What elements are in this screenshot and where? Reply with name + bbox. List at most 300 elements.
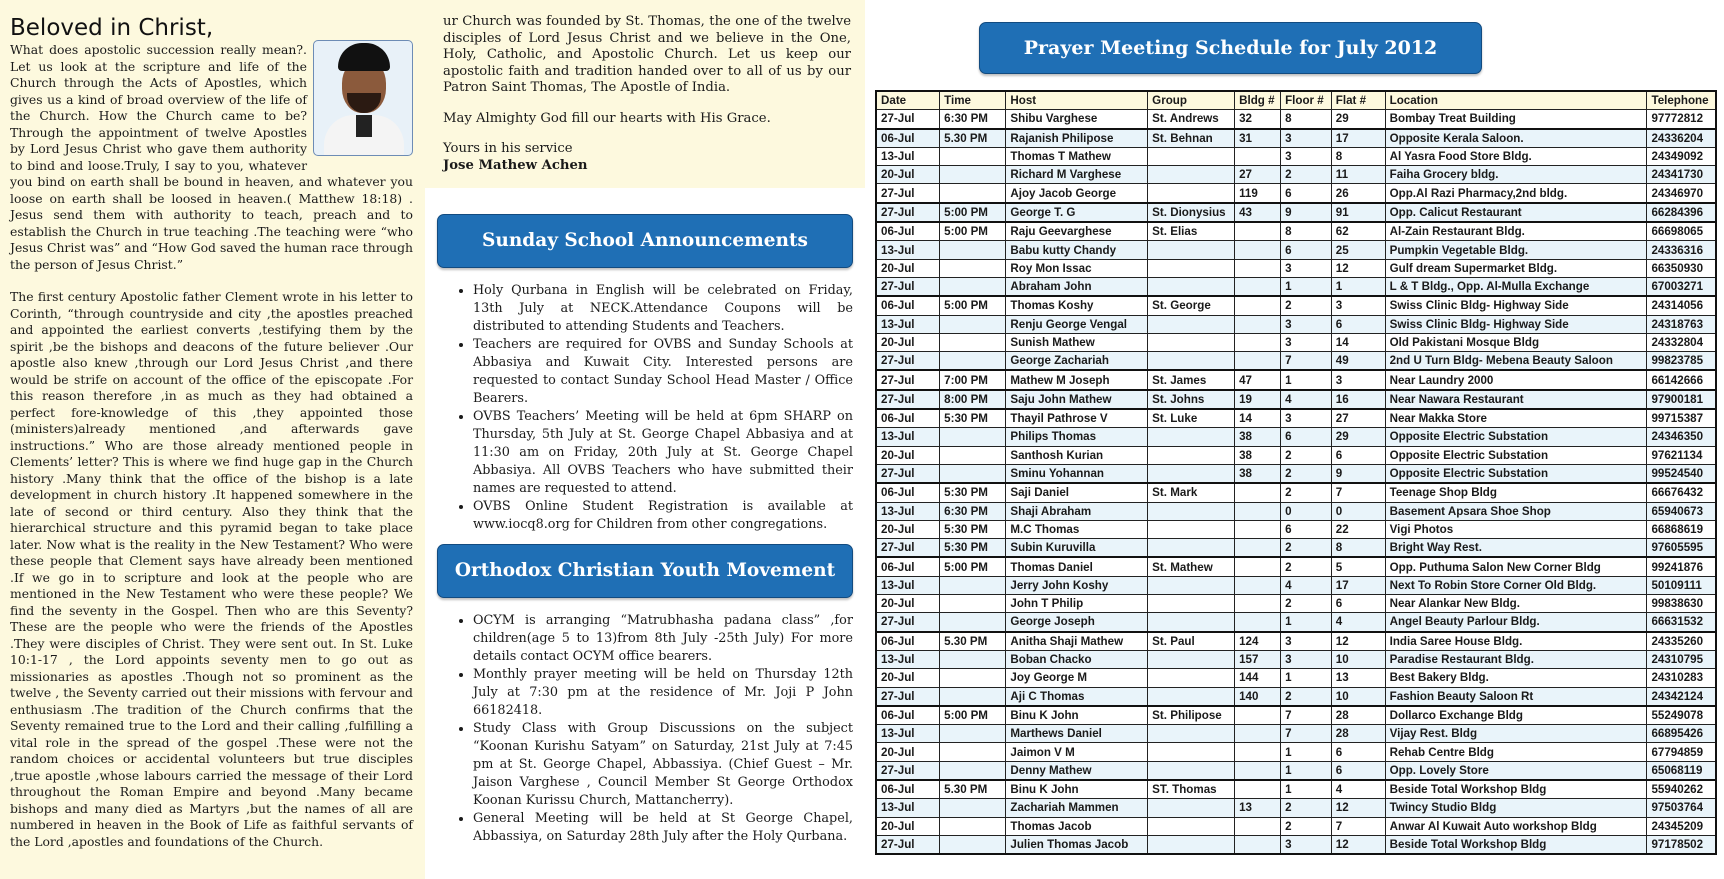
cell-date: 20-Jul [876,333,940,351]
cell-host: Boban Chacko [1006,650,1148,668]
cell-flat: 4 [1331,780,1385,799]
cell-location: Paradise Restaurant Bldg. [1385,650,1647,668]
cell-bldg [1235,520,1281,538]
schedule-row [876,259,1716,277]
cell-telephone: 24342124 [1647,687,1716,706]
cell-host: Ajoy Jacob George [1006,184,1148,203]
cell-telephone: 99524540 [1647,464,1716,483]
cell-time: 5:30 PM [940,520,1006,538]
cell-group [1148,184,1235,203]
cell-time [940,743,1006,761]
cell-telephone: 55940262 [1647,780,1716,799]
cell-telephone: 50109111 [1647,576,1716,594]
cell-telephone: 99241876 [1647,557,1716,576]
cell-time: 5.30 PM [940,780,1006,799]
cell-flat: 10 [1331,687,1385,706]
cell-date: 27-Jul [876,277,940,296]
cell-bldg: 140 [1235,687,1281,706]
cell-flat: 6 [1331,315,1385,333]
cell-time [940,428,1006,446]
sunday-school-item: • Teachers are required for OVBS and Sunday Schools at Abbasiya and Kuwait City. Interested persons are requested to contact Sunday School Head Master / Office Bearers. [473,336,853,408]
cell-location: Al Yasra Food Store Bldg. [1385,147,1647,165]
cell-date: 27-Jul [876,184,940,203]
cell-time: 5.30 PM [940,632,1006,651]
cell-bldg: 124 [1235,632,1281,651]
cell-telephone: 67003271 [1647,277,1716,296]
prayer-schedule-table [875,90,1717,855]
cell-location: Opp. Calicut Restaurant [1385,203,1647,222]
cell-group [1148,333,1235,351]
cell-group [1148,539,1235,558]
cell-date: 20-Jul [876,446,940,464]
cell-bldg [1235,761,1281,780]
cell-host: Rajanish Philipose [1006,129,1148,148]
schedule-row [876,241,1716,259]
cell-location: Beside Total Workshop Bldg [1385,780,1647,799]
schedule-row [876,799,1716,817]
schedule-row [876,129,1716,148]
cell-telephone: 24314056 [1647,296,1716,315]
cell-floor: 3 [1281,315,1332,333]
cell-date: 13-Jul [876,576,940,594]
cell-telephone: 24349092 [1647,147,1716,165]
cell-group [1148,315,1235,333]
cell-flat: 0 [1331,502,1385,520]
cell-flat: 62 [1331,222,1385,241]
schedule-row [876,669,1716,687]
cell-floor: 1 [1281,277,1332,296]
announcements-column [425,0,865,879]
cell-telephone: 97900181 [1647,390,1716,409]
cell-bldg [1235,241,1281,259]
cell-telephone: 24332804 [1647,333,1716,351]
cell-date: 27-Jul [876,613,940,632]
cell-bldg [1235,147,1281,165]
cell-host: George Zachariah [1006,352,1148,371]
letter-paragraph-1: What does apostolic succession really mean?. Let us look at the scripture and life of the Church through the Acts of Apostles, which gives us a kind of broad overview of the life of the Church. How the Church came to be? Through the appointment of twelve Apostles by Lord Jesus Christ who gave them authority to bind and loose.Truly, I say to you, whatever you bind on earth shall be bound in heaven, and whatever you loose on earth shall be loosed in heaven.( Matthew 18:18) . Jesus send them with authority to teach, preach and to establish the Church in true teaching .The teaching were “who Jesus Christ was” and “How God saved the human race through the person of Jesus Christ.” [10,42,413,272]
cell-group: St. Elias [1148,222,1235,241]
cell-host: Shaji Abraham [1006,502,1148,520]
cell-group: St. Paul [1148,632,1235,651]
cell-telephone: 24318763 [1647,315,1716,333]
cell-location: Opposite Electric Substation [1385,446,1647,464]
cell-flat: 9 [1331,464,1385,483]
cell-time: 5:30 PM [940,483,1006,502]
cell-group [1148,166,1235,184]
cell-group [1148,147,1235,165]
cell-bldg: 13 [1235,799,1281,817]
cell-time [940,669,1006,687]
cell-location: Angel Beauty Parlour Bldg. [1385,613,1647,632]
cell-telephone: 24346350 [1647,428,1716,446]
cell-flat: 7 [1331,817,1385,835]
cell-flat: 1 [1331,277,1385,296]
cell-flat: 12 [1331,632,1385,651]
cell-bldg [1235,706,1281,725]
cell-floor: 3 [1281,259,1332,277]
cell-flat: 10 [1331,650,1385,668]
cell-bldg [1235,352,1281,371]
cell-bldg: 157 [1235,650,1281,668]
cell-host: Thomas Daniel [1006,557,1148,576]
cell-bldg [1235,613,1281,632]
ocym-item: • OCYM is arranging “Matrubhasha padana class” ,for children(age 5 to 13)from 8th July -25th July) For more details contact OCYM office bearers. [473,612,853,666]
cell-group: St. James [1148,370,1235,389]
cell-time: 5:00 PM [940,557,1006,576]
cell-time: 7:00 PM [940,370,1006,389]
cell-flat: 8 [1331,539,1385,558]
cell-time: 5:00 PM [940,203,1006,222]
cell-time [940,576,1006,594]
cell-bldg: 47 [1235,370,1281,389]
schedule-row [876,222,1716,241]
cell-bldg: 27 [1235,166,1281,184]
cell-flat: 29 [1331,110,1385,129]
cell-floor: 2 [1281,166,1332,184]
cell-floor: 3 [1281,650,1332,668]
schedule-row [876,613,1716,632]
cell-host: Jaimon V M [1006,743,1148,761]
cell-host: Thayil Pathrose V [1006,409,1148,428]
cell-telephone: 99823785 [1647,352,1716,371]
cell-host: Binu K John [1006,780,1148,799]
cell-telephone: 24335260 [1647,632,1716,651]
cell-floor: 7 [1281,352,1332,371]
cell-group [1148,669,1235,687]
cell-floor: 1 [1281,613,1332,632]
cell-flat: 17 [1331,576,1385,594]
cell-host: Thomas Koshy [1006,296,1148,315]
cell-date: 20-Jul [876,166,940,184]
schedule-row [876,595,1716,613]
schedule-row [876,780,1716,799]
cell-group [1148,277,1235,296]
cell-telephone: 66284396 [1647,203,1716,222]
schedule-row [876,743,1716,761]
cell-date: 27-Jul [876,110,940,129]
cell-floor: 2 [1281,296,1332,315]
cell-date: 27-Jul [876,203,940,222]
pastor-photo [313,40,413,156]
cell-bldg [1235,277,1281,296]
cell-location: Twincy Studio Bldg [1385,799,1647,817]
schedule-row [876,428,1716,446]
cell-flat: 12 [1331,799,1385,817]
cell-group [1148,817,1235,835]
cell-date: 13-Jul [876,241,940,259]
cell-floor: 3 [1281,632,1332,651]
cell-time: 6:30 PM [940,110,1006,129]
cell-group [1148,428,1235,446]
cell-date: 20-Jul [876,595,940,613]
cell-location: Fashion Beauty Saloon Rt [1385,687,1647,706]
cell-telephone: 66350930 [1647,259,1716,277]
cell-group [1148,799,1235,817]
cell-location: Beside Total Workshop Bldg [1385,835,1647,854]
cell-floor: 8 [1281,110,1332,129]
cell-time [940,352,1006,371]
cell-bldg [1235,725,1281,743]
schedule-row [876,184,1716,203]
cell-bldg [1235,315,1281,333]
cell-host: Sunish Mathew [1006,333,1148,351]
cell-telephone: 97503764 [1647,799,1716,817]
letter-paragraph-3: ur Church was founded by St. Thomas, the one of the twelve disciples of Lord Jesus Christ and we believe in the One, Holy, Catholic, and Apostolic Church. Let us keep our apostolic faith and tradition handed over to all of us by our Patron Saint Thomas, The Apostle of India. [443,14,851,95]
cell-floor: 1 [1281,761,1332,780]
cell-telephone: 66631532 [1647,613,1716,632]
cell-telephone: 97772812 [1647,110,1716,129]
cell-date: 20-Jul [876,259,940,277]
col-time-header: Time [940,91,1006,110]
cell-time [940,184,1006,203]
cell-location: Bright Way Rest. [1385,539,1647,558]
cell-location: Bombay Treat Building [1385,110,1647,129]
cell-bldg [1235,743,1281,761]
cell-flat: 49 [1331,352,1385,371]
cell-flat: 27 [1331,409,1385,428]
cell-telephone: 99715387 [1647,409,1716,428]
cell-flat: 6 [1331,743,1385,761]
cell-group: St. Dionysius [1148,203,1235,222]
cell-floor: 7 [1281,706,1332,725]
cell-flat: 12 [1331,835,1385,854]
cell-time [940,817,1006,835]
cell-time: 5.30 PM [940,129,1006,148]
cell-bldg [1235,576,1281,594]
schedule-column [875,0,1724,879]
letter-blessing: May Almighty God fill our hearts with His Grace. [443,110,771,126]
schedule-row [876,277,1716,296]
schedule-row [876,539,1716,558]
cell-host: John T Philip [1006,595,1148,613]
col-flat-header: Flat # [1331,91,1385,110]
cell-date: 27-Jul [876,835,940,854]
cell-flat: 3 [1331,370,1385,389]
cell-floor: 2 [1281,464,1332,483]
cell-bldg: 19 [1235,390,1281,409]
cell-time [940,147,1006,165]
cell-host: Renju George Vengal [1006,315,1148,333]
sunday-school-item: • Holy Qurbana in English will be celebrated on Friday, 13th July at NECK.Attendance Coupons will be distributed to attending Students and Teachers. [473,282,853,336]
cell-time [940,595,1006,613]
cell-time [940,277,1006,296]
cell-time [940,799,1006,817]
letter-closing: Yours in his service [443,141,573,156]
cell-floor: 2 [1281,557,1332,576]
cell-host: Thomas T Mathew [1006,147,1148,165]
cell-date: 13-Jul [876,725,940,743]
letter-signature: Jose Mathew Achen [443,157,588,173]
schedule-header-row [876,91,1716,110]
cell-group: St. Philipose [1148,706,1235,725]
cell-date: 06-Jul [876,780,940,799]
cell-group [1148,520,1235,538]
cell-flat: 25 [1331,241,1385,259]
schedule-body [876,110,1716,854]
col-bldg-header: Bldg # [1235,91,1281,110]
cell-telephone: 24346970 [1647,184,1716,203]
schedule-row [876,315,1716,333]
cell-location: Swiss Clinic Bldg- Highway Side [1385,296,1647,315]
cell-bldg [1235,296,1281,315]
cell-telephone: 24336316 [1647,241,1716,259]
schedule-row [876,296,1716,315]
cell-floor: 3 [1281,409,1332,428]
cell-date: 13-Jul [876,650,940,668]
schedule-row [876,446,1716,464]
cell-date: 06-Jul [876,706,940,725]
cell-date: 20-Jul [876,669,940,687]
cell-flat: 14 [1331,333,1385,351]
cell-telephone: 24310795 [1647,650,1716,668]
cell-flat: 11 [1331,166,1385,184]
cell-time [940,725,1006,743]
cell-date: 20-Jul [876,520,940,538]
cell-location: Pumpkin Vegetable Bldg. [1385,241,1647,259]
cell-telephone: 97605595 [1647,539,1716,558]
cell-flat: 6 [1331,761,1385,780]
schedule-row [876,761,1716,780]
cell-flat: 4 [1331,613,1385,632]
cell-host: Aji C Thomas [1006,687,1148,706]
cell-flat: 8 [1331,147,1385,165]
cell-bldg [1235,502,1281,520]
cell-telephone: 67794859 [1647,743,1716,761]
cell-bldg [1235,817,1281,835]
cell-host: Abraham John [1006,277,1148,296]
cell-time [940,241,1006,259]
cell-floor: 2 [1281,817,1332,835]
cell-host: Mathew M Joseph [1006,370,1148,389]
cell-location: Opp. Puthuma Salon New Corner Bldg [1385,557,1647,576]
cell-location: Best Bakery Bldg. [1385,669,1647,687]
cell-flat: 13 [1331,669,1385,687]
cell-flat: 3 [1331,296,1385,315]
cell-location: Teenage Shop Bldg [1385,483,1647,502]
sunday-school-item: • OVBS Teachers’ Meeting will be held at 6pm SHARP on Thursday, 5th July at St. George Chapel Abbasiya and at 11:30 am on Friday, 20th July at St. George Chapel Abbasiya. All OVBS Teachers who have submitted their names are requested to attend. [473,408,853,498]
cell-location: Near Makka Store [1385,409,1647,428]
schedule-row [876,632,1716,651]
cell-group [1148,650,1235,668]
cell-date: 13-Jul [876,315,940,333]
cell-telephone: 55249078 [1647,706,1716,725]
cell-bldg: 14 [1235,409,1281,428]
ocym-item: • Monthly prayer meeting will be held on Thursday 12th July at 7:30 pm at the residence of Mr. Joji P John 66182418. [473,666,853,720]
cell-floor: 4 [1281,390,1332,409]
cell-floor: 9 [1281,203,1332,222]
cell-date: 06-Jul [876,409,940,428]
ocym-heading: Orthodox Christian Youth Movement [437,544,853,598]
cell-flat: 5 [1331,557,1385,576]
cell-date: 06-Jul [876,632,940,651]
schedule-row [876,409,1716,428]
cell-group [1148,613,1235,632]
cell-flat: 28 [1331,706,1385,725]
cell-date: 27-Jul [876,539,940,558]
col-floor-header: Floor # [1281,91,1332,110]
cell-host: Binu K John [1006,706,1148,725]
cell-floor: 3 [1281,835,1332,854]
cell-group [1148,241,1235,259]
cell-telephone: 66868619 [1647,520,1716,538]
cell-host: Denny Mathew [1006,761,1148,780]
cell-location: Swiss Clinic Bldg- Highway Side [1385,315,1647,333]
cell-date: 06-Jul [876,483,940,502]
cell-flat: 6 [1331,446,1385,464]
cell-group [1148,576,1235,594]
cell-group [1148,259,1235,277]
cell-date: 06-Jul [876,557,940,576]
schedule-row [876,166,1716,184]
cell-floor: 6 [1281,241,1332,259]
cell-host: Zachariah Mammen [1006,799,1148,817]
cell-group: ST. Thomas [1148,780,1235,799]
schedule-row [876,370,1716,389]
cell-location: Gulf dream Supermarket Bldg. [1385,259,1647,277]
schedule-row [876,835,1716,854]
cell-time [940,835,1006,854]
cell-bldg: 38 [1235,446,1281,464]
cell-floor: 0 [1281,502,1332,520]
cell-bldg [1235,595,1281,613]
cell-location: Vijay Rest. Bldg [1385,725,1647,743]
cell-group [1148,446,1235,464]
cell-floor: 3 [1281,129,1332,148]
cell-group: St. Mark [1148,483,1235,502]
cell-group [1148,464,1235,483]
cell-time [940,613,1006,632]
cell-group: St. Behnan [1148,129,1235,148]
cell-telephone: 97621134 [1647,446,1716,464]
cell-bldg [1235,557,1281,576]
cell-date: 27-Jul [876,390,940,409]
cell-bldg: 31 [1235,129,1281,148]
cell-floor: 2 [1281,483,1332,502]
cell-telephone: 99838630 [1647,595,1716,613]
cell-telephone: 65068119 [1647,761,1716,780]
cell-host: Roy Mon Issac [1006,259,1148,277]
cell-floor: 2 [1281,799,1332,817]
cell-location: Next To Robin Store Corner Old Bldg. [1385,576,1647,594]
cell-host: Thomas Jacob [1006,817,1148,835]
cell-flat: 29 [1331,428,1385,446]
letter-continuation [425,0,865,188]
cell-time [940,446,1006,464]
cell-date: 06-Jul [876,129,940,148]
cell-floor: 2 [1281,687,1332,706]
col-location-header: Location [1385,91,1647,110]
cell-telephone: 65940673 [1647,502,1716,520]
cell-bldg [1235,780,1281,799]
cell-location: Near Laundry 2000 [1385,370,1647,389]
schedule-row [876,464,1716,483]
cell-group [1148,761,1235,780]
cell-time: 8:00 PM [940,390,1006,409]
cell-bldg [1235,222,1281,241]
cell-location: Near Alankar New Bldg. [1385,595,1647,613]
cell-floor: 8 [1281,222,1332,241]
cell-group [1148,502,1235,520]
cell-flat: 7 [1331,483,1385,502]
cell-bldg [1235,483,1281,502]
cell-location: Basement Apsara Shoe Shop [1385,502,1647,520]
cell-time [940,687,1006,706]
cell-flat: 22 [1331,520,1385,538]
cell-bldg [1235,835,1281,854]
cell-group: St. Mathew [1148,557,1235,576]
cell-date: 27-Jul [876,464,940,483]
letter-greeting: Beloved in Christ, [10,15,214,41]
